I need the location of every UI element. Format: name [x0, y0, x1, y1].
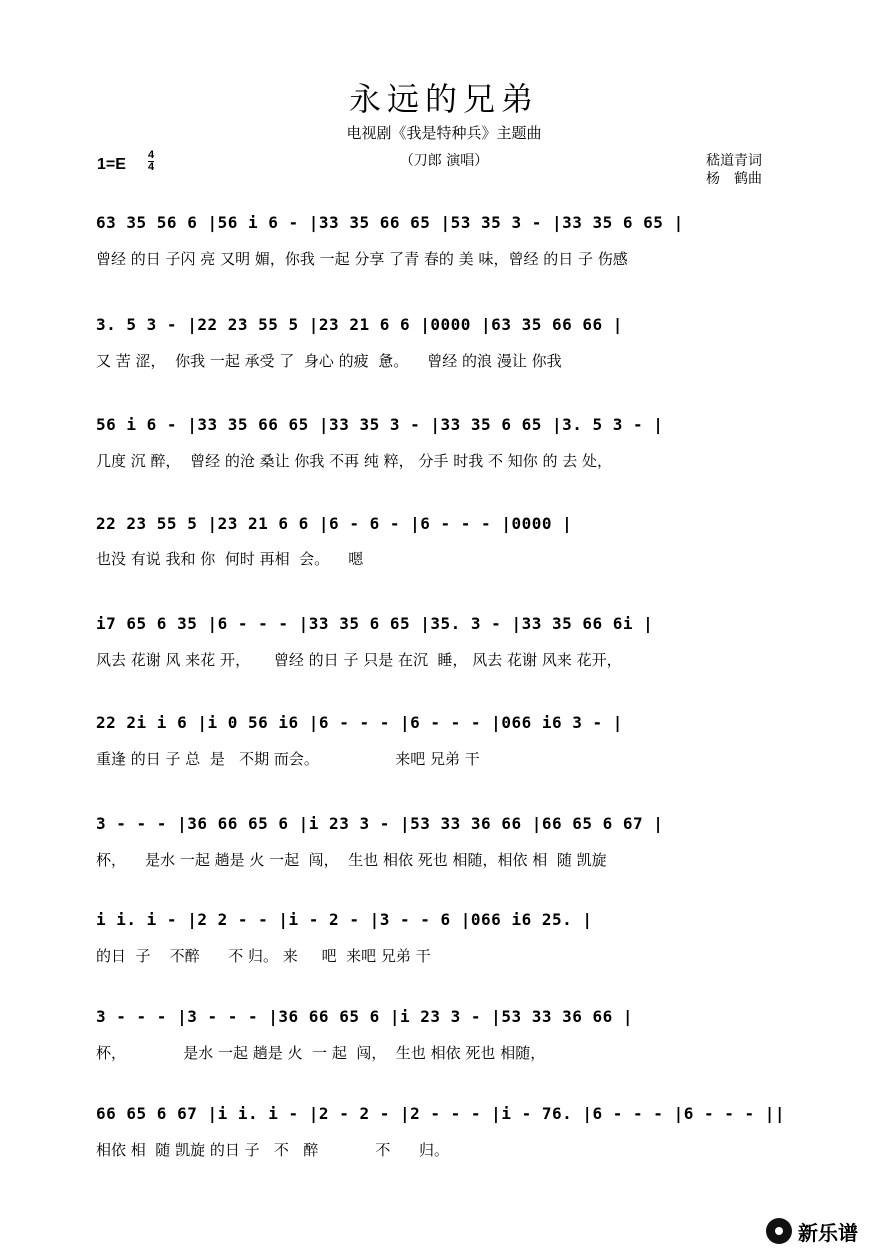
lyrics-line-3: 几度 沉 醉， 曾经 的沧 桑让 你我 不再 纯 粹， 分手 时我 不 知你 的 去 处，: [96, 452, 613, 470]
performer-credit: （刀郎 演唱）: [399, 153, 489, 169]
notation-line-2: 3. 5 3 - |22 23 55 5 |23 21 6 6 |0000 |63 35 66 66 |: [96, 315, 623, 334]
time-signature: [148, 150, 154, 173]
time-signature-top: 4: [148, 149, 155, 161]
lyrics-line-9: 杯， 是水 一起 趟是 火 一 起 闯， 生也 相依 死也 相随，: [96, 1044, 546, 1062]
notation-line-7: 3 - - - |36 66 65 6 |i 23 3 - |53 33 36 66 |66 65 6 67 |: [96, 814, 664, 833]
lyrics-line-2: 又 苦 涩， 你我 一起 承受 了 身心 的疲 惫。 曾经 的浪 漫让 你我: [96, 352, 562, 370]
lyrics-line-5: 风去 花谢 风 来花 开， 曾经 的日 子 只是 在沉 睡， 风去 花谢 风来 花开，: [96, 651, 622, 669]
lyrics-line-1: 曾经 的日 子闪 亮 又明 媚，你我 一起 分享 了青 春的 美 味，曾经 的日 子 伤感: [96, 250, 628, 268]
lyrics-line-7: 杯， 是水 一起 趟是 火 一起 闯， 生也 相依 死也 相随，相依 相 随 凯旋: [96, 851, 607, 869]
notation-line-9: 3 - - - |3 - - - |36 66 65 6 |i 23 3 - |53 33 36 66 |: [96, 1007, 634, 1026]
vinyl-disc-icon: [766, 1218, 792, 1244]
lyrics-line-4: 也没 有说 我和 你 何时 再相 会。 嗯: [96, 550, 364, 568]
lyrics-line-6: 重逢 的日 子 总 是 不期 而会。 来吧 兄弟 干: [96, 750, 480, 768]
notation-line-8: i i. i - |2 2 - - |i - 2 - |3 - - 6 |066 i6 25. |: [96, 910, 593, 929]
notation-line-6: 22 2i i 6 |i 0 56 i6 |6 - - - |6 - - - |066 i6 3 - |: [96, 713, 623, 732]
song-subtitle: 电视剧《我是特种兵》主题曲: [346, 124, 542, 142]
credits: [706, 152, 762, 188]
notation-line-3: 56 i 6 - |33 35 66 65 |33 35 3 - |33 35 6 65 |3. 5 3 - |: [96, 415, 664, 434]
notation-line-1: 63 35 56 6 |56 i 6 - |33 35 66 65 |53 35 3 - |33 35 6 65 |: [96, 213, 684, 232]
notation-line-5: i7 65 6 35 |6 - - - |33 35 6 65 |35. 3 - |33 35 66 6i |: [96, 614, 654, 633]
time-signature-bottom: 4: [148, 161, 155, 173]
lyricist-credit: 嵇道青词: [706, 153, 762, 169]
lyrics-line-10: 相依 相 随 凯旋 的日 子 不 醉 不 归。: [96, 1141, 450, 1159]
notation-line-4: 22 23 55 5 |23 21 6 6 |6 - 6 - |6 - - - |0000 |: [96, 514, 573, 533]
logo-text: 新乐谱: [798, 1220, 858, 1245]
key-signature: 1=E: [97, 156, 126, 173]
lyrics-line-8: 的日 子 不醉 不 归。 来 吧 来吧 兄弟 干: [96, 947, 431, 965]
site-logo: [766, 1216, 858, 1246]
composer-credit: 杨 鹤曲: [706, 171, 762, 187]
song-title: 永远的兄弟: [348, 80, 539, 118]
notation-line-10: 66 65 6 67 |i i. i - |2 - 2 - |2 - - - |i - 76. |6 - - - |6 - - - ||: [96, 1104, 786, 1123]
